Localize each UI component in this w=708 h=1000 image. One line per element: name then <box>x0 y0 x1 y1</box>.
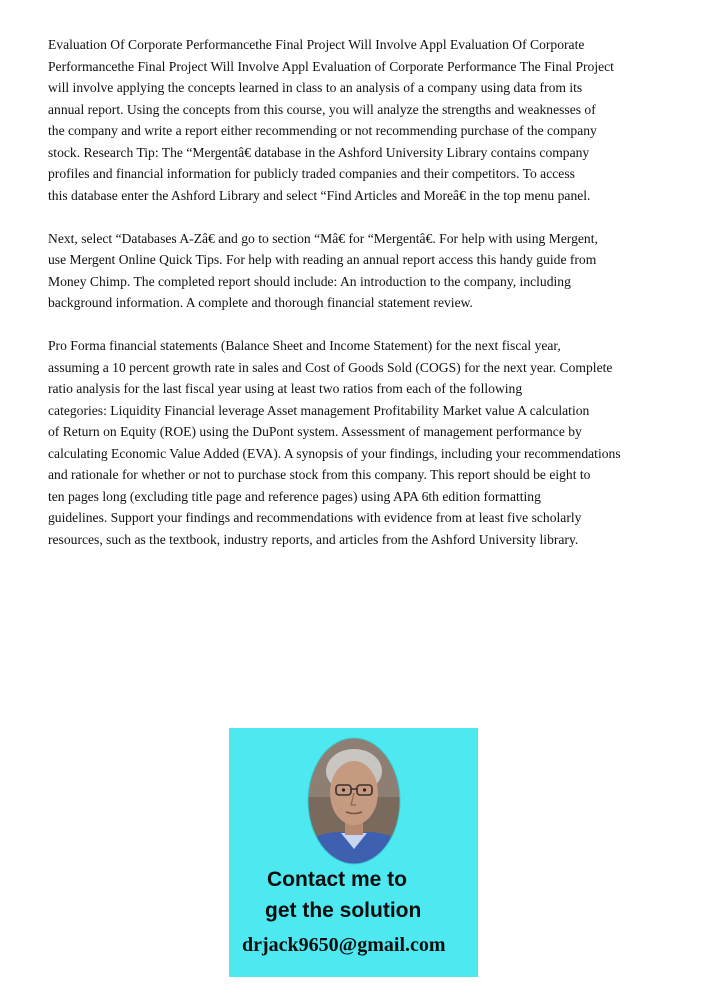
paragraph-2 <box>48 228 668 314</box>
paragraph-line: Money Chimp. The completed report should include: An introduction to the company, including <box>48 273 571 289</box>
paragraph-line: calculating Economic Value Added (EVA). A synopsis of your findings, including your recommendations <box>48 445 621 461</box>
promo-headline-line-2: get the solution <box>265 899 422 922</box>
promo-headline-line-1: Contact me to <box>267 868 408 891</box>
paragraph-line: and rationale for whether or not to purchase stock from this company. This report should be eight to <box>48 467 591 482</box>
paragraph-3 <box>48 335 668 550</box>
paragraph-line: profiles and financial information for publicly traded companies and their competitors. To access <box>48 166 575 181</box>
paragraph-line: categories: Liquidity Financial leverage Asset management Profitability Market value A calculation <box>48 402 590 418</box>
paragraph-line: ten pages long (excluding title page and reference pages) using APA 6th edition formatting <box>48 488 541 504</box>
paragraph-line: use Mergent Online Quick Tips. For help with reading an annual report access this handy guide from <box>48 252 597 267</box>
paragraph-line: resources, such as the textbook, industry reports, and articles from the Ashford University library. <box>48 531 579 547</box>
paragraph-line: Performancethe Final Project Will Involve Appl Evaluation of Corporate Performance The Final Project <box>48 58 614 74</box>
person-portrait-icon <box>307 737 401 865</box>
paragraph-line: annual report. Using the concepts from this course, you will analyze the strengths and weaknesses of <box>48 101 596 117</box>
paragraph-line: this database enter the Ashford Library and select “Find Articles and Moreâ€ in the top menu panel. <box>48 187 591 203</box>
paragraph-line: Pro Forma financial statements (Balance Sheet and Income Statement) for the next fiscal year, <box>48 338 561 353</box>
paragraph-line: ratio analysis for the last fiscal year using at least two ratios from each of the following <box>48 381 523 396</box>
paragraph-line: of Return on Equity (ROE) using the DuPont system. Assessment of management performance by <box>48 424 582 439</box>
contact-email[interactable]: drjack9650@gmail.com <box>242 934 446 956</box>
document-body <box>48 34 668 550</box>
paragraph-line: guidelines. Support your findings and recommendations with evidence from at least five scholarly <box>48 510 582 525</box>
paragraph-line: Evaluation Of Corporate Performancethe Final Project Will Involve Appl Evaluation Of Corporate <box>48 37 585 52</box>
paragraph-line: assuming a 10 percent growth rate in sales and Cost of Goods Sold (COGS) for the next year. Complete <box>48 359 613 375</box>
paragraph-line: background information. A complete and thorough financial statement review. <box>48 295 473 310</box>
paragraph-line: the company and write a report either recommending or not recommending purchase of the company <box>48 123 597 138</box>
paragraph-1 <box>48 34 668 206</box>
paragraph-line: Next, select “Databases A-Zâ€ and go to section “Mâ€ for “Mergentâ€. For help with using Mergent, <box>48 230 598 246</box>
paragraph-line: will involve applying the concepts learned in class to an analysis of a company using data from its <box>48 80 583 95</box>
contact-promo-banner <box>229 728 478 977</box>
paragraph-line: stock. Research Tip: The “Mergentâ€ database in the Ashford University Library contains company <box>48 144 590 160</box>
